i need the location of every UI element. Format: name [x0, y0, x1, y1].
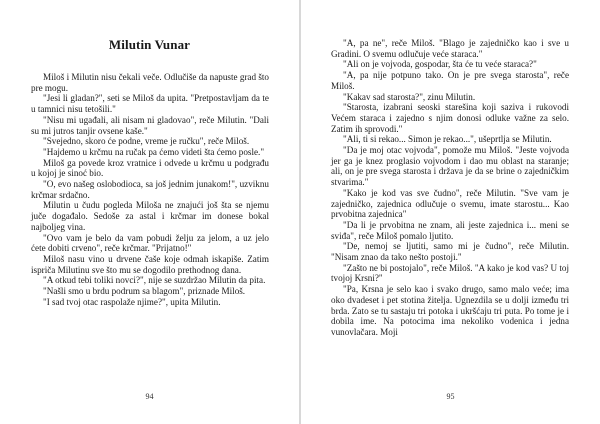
- paragraph: "A, pa ne", reče Miloš. "Blago je zajedničko kao i sve u Gradini. O svemu odlučuje veće staraca.": [331, 38, 569, 59]
- left-text-column: [31, 72, 269, 307]
- paragraph: "Starosta, izabrani seoski starešina koji saziva i rukovodi Većem staraca i zajedno s njim donosi odluke važne za selo. Zatim ih sprovodi.": [331, 102, 569, 134]
- paragraph: "De, nemoj se ljutiti, samo mi je čudno", reče Milutin. "Nisam znao da tako nešto postoji.": [331, 241, 569, 263]
- paragraph: "Ovo vam je belo da vam pobudi želju za jelom, a uz jelo ćete dobiti crveno", reče krčmar. "Prijatno!": [31, 232, 269, 254]
- paragraph: "Hajdemo u krčmu na ručak pa ćemo videti šta ćemo posle.": [43, 146, 265, 157]
- paragraph: Miloš i Milutin nisu čekali veče. Odlučiše da napuste grad što pre mogu.: [31, 72, 269, 93]
- chapter-title: Milutin Vunar: [108, 37, 191, 52]
- paragraph: "I sad tvoj otac raspolaže njime?", upita Milutin.: [43, 296, 221, 307]
- paragraph: "Da li je prvobitna ne znam, ali jeste zajednica i... meni se sviđa", reče Miloš pomalo ljutito.: [331, 219, 569, 241]
- paragraph: Milutin u čudu pogleda Miloša ne znajući još šta se njemu juče događalo. Sedoše za astal i krčmar im donese bokal najboljeg vina.: [31, 200, 269, 232]
- paragraph: Miloš nasu vino u drvene čaše koje odmah iskapiše. Zatim ispriča Milutinu sve što mu se dogodilo prethodnog dana.: [31, 253, 269, 275]
- paragraph: "Kako je kod vas sve čudno", reče Milutin. "Sve vam je zajedničko, zajednica odlučuje o svemu, imate starostu... Kao prvobitna zajednica": [331, 187, 569, 220]
- paragraph: "A, pa nije potpuno tako. On je pre svega starosta", reče Miloš.: [331, 70, 569, 91]
- right-page: [301, 0, 600, 424]
- paragraph: "Zašto ne bi postojalo", reče Miloš. "A kako je kod vas? U toj tvojoj Krsni?": [331, 262, 569, 284]
- right-text-column: [331, 38, 569, 338]
- page-number: 95: [446, 392, 455, 401]
- paragraph: "Jesi li gladan?", seti se Miloš da upita. "Pretpostavljam da te u tamnici nisu tetošili.": [31, 93, 269, 115]
- paragraph: "A otkud tebi toliki novci?", nije se suzdržao Milutin da pita.: [43, 275, 266, 286]
- left-page: [0, 0, 299, 424]
- page-number: 94: [145, 392, 154, 401]
- paragraph: "Nisu mi ugađali, ali nisam ni gladovao", reče Milutin. "Dali su mi jutros tanjir ovsene kaše.": [31, 114, 269, 136]
- paragraph: "Svejedno, skoro će podne, vreme je ručku", reče Miloš.: [43, 136, 250, 147]
- paragraph: Miloš ga povede kroz vratnice i odvede u krčmu u podgrađu u kojoj je sinoć bio.: [31, 157, 269, 179]
- paragraph: "Kakav sad starosta?", zinu Milutin.: [343, 91, 476, 102]
- paragraph: "Da je moj otac vojvoda", pomože mu Miloš. "Jeste vojvoda jer ga je knez proglasio vojvodom i dao mu oblast na staranje; ali, on je pre svega starosta i država je da se brine o zajedničkim stvarima.": [331, 145, 569, 188]
- paragraph: "Pa, Krsna je selo kao i svako drugo, samo malo veće; ima oko dvadeset i pet stotina žitelja. Ugnezdila se u dolji između tri brda. Zato se tu sastaju tri potoka i ukršćaju tri puta. Po tome je i dobila ime. Na potocima ima nekoliko vodenica i jedna vunovlačara. Moji: [331, 284, 569, 337]
- paragraph: "Ali, ti si rekao... Simon je rekao...", ušeprtlja se Milutin.: [343, 134, 552, 145]
- paragraph: "Našli smo u brdu podrum sa blagom", priznade Miloš.: [43, 286, 246, 297]
- paragraph: "Ali on je vojvoda, gospodar, šta će tu veće staraca?": [343, 59, 537, 70]
- paragraph: "O, evo našeg oslobodioca, sa još jednim junakom!", uzviknu krčmar srdačno.: [31, 179, 269, 200]
